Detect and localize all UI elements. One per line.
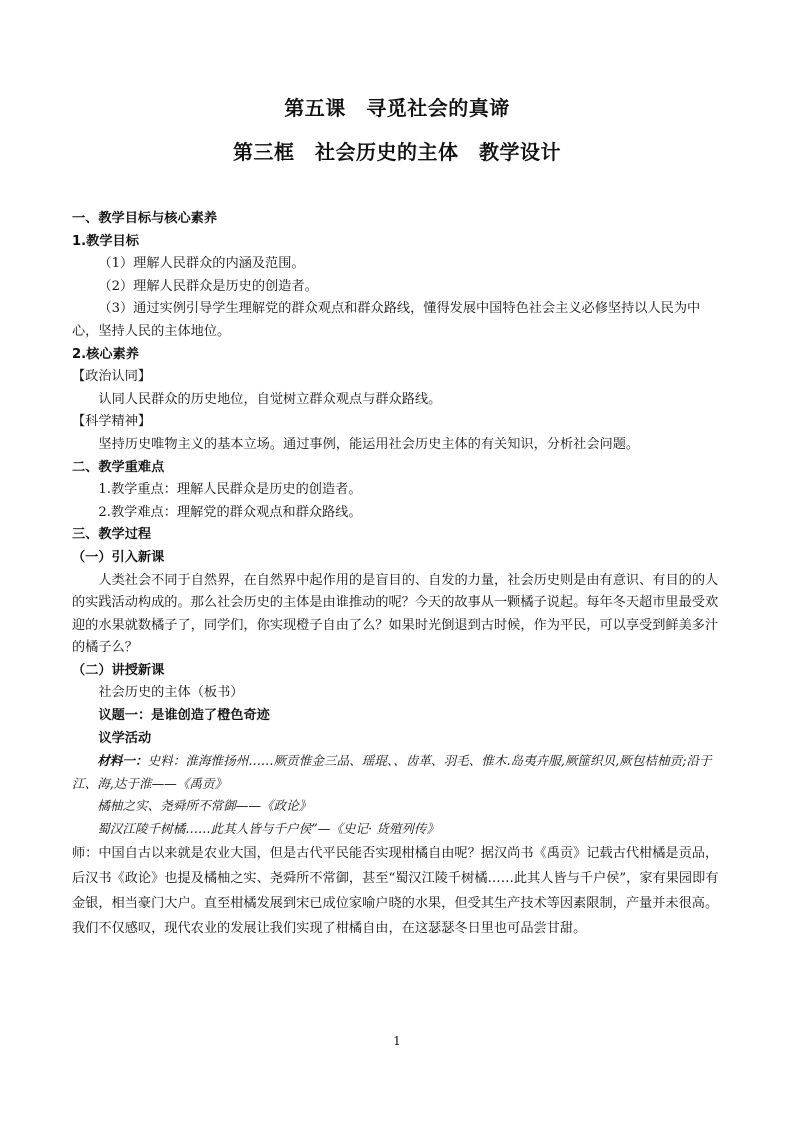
activity-heading: 议学活动 [98,730,152,746]
step-heading-intro: （一）引入新课 [72,549,165,565]
topic-heading: 议题一：是谁创造了橙色奇迹 [98,708,270,724]
difficult-point: 2.教学难点：理解党的群众观点和群众路线。 [98,504,362,520]
document-body [72,208,726,941]
material-paragraph [72,750,726,795]
subheading-teaching-goals: 1.教学目标 [72,233,139,249]
section-title: 第三框 社会历史的主体 教学设计 [233,140,561,164]
core-text: 坚持历史唯物主义的基本立场。通过事例，能运用社会历史主体的有关知识，分析社会问题。 [98,436,640,452]
teacher-paragraph: 师：中国自古以来就是农业大国，但是古代平民能否实现柑橘自由呢？据汉尚书《禹贡》记载古代柑橘是贡品，后汉书《政论》也提及橘柚之实、尧舜所不常御，甚至“蜀汉江陵千树橘……此其人皆与千户侯”，家有果园即有金银，相当豪门大户。直至柑橘发展到宋已成位家喻户晓的水果，但受其生产技术等因素限制，产量并未很高。我们不仅感叹，现代农业的发展让我们实现了柑橘自由，在这瑟瑟冬日里也可品尝甘甜。 [72,845,719,936]
section-heading-process: 三、教学过程 [72,527,152,543]
core-tag: 【科学精神】 [72,414,152,430]
material-quote: 蜀汉江陵千树橘……此其人皆与千户侯”—《史记· 货殖列传》 [97,821,440,837]
subheading-core-literacy: 2.核心素养 [72,346,139,362]
material-text: 史料：淮海惟扬州……厥贡惟金三品、瑶琨、、齿革、羽毛、惟木.岛夷卉服,厥篚织贝,厥包桔柚贡;沿于江、海,达于淮——《禹贡》 [72,753,712,791]
core-text: 认同人民群众的历史地位，自觉树立群众观点与群众路线。 [98,391,442,407]
material-quote: 橘柚之实、尧舜所不常御——《政论》 [97,798,312,814]
goal-item: （1）理解人民群众的内涵及范围。 [98,256,305,272]
goal-item: （2）理解人民群众是历史的创造者。 [98,278,318,294]
intro-paragraph: 人类社会不同于自然界，在自然界中起作用的是盲目的、自发的力量，社会历史则是由有意识、有目的的人的实践活动构成的。那么社会历史的主体是由谁推动的呢？今天的故事从一颗橘子说起。每年冬天超市里最受欢迎的水果就数橘子了，同学们，你实现橙子自由了么？如果时光倒退到古时候，作为平民，可以享受到鲜美多汁的橘子么？ [72,572,719,656]
section-heading-objectives: 一、教学目标与核心素养 [72,211,218,226]
section-heading-key-points: 二、教学重难点 [72,459,165,475]
board-note: 社会历史的主体（板书） [98,685,244,701]
lesson-title: 第五课 寻觅社会的真谛 [284,96,510,120]
core-tag: 【政治认同】 [72,369,152,385]
material-label: 材料一： [97,753,148,769]
page-number: 1 [393,1034,401,1048]
key-point: 1.教学重点：理解人民群众是历史的创造者。 [98,482,362,498]
step-heading-lecture: （二）讲授新课 [72,662,165,678]
goal-item: （3）通过实例引导学生理解党的群众观点和群众路线，懂得发展中国特色社会主义必修坚持以人民为中心，坚持人民的主体地位。 [72,301,701,339]
